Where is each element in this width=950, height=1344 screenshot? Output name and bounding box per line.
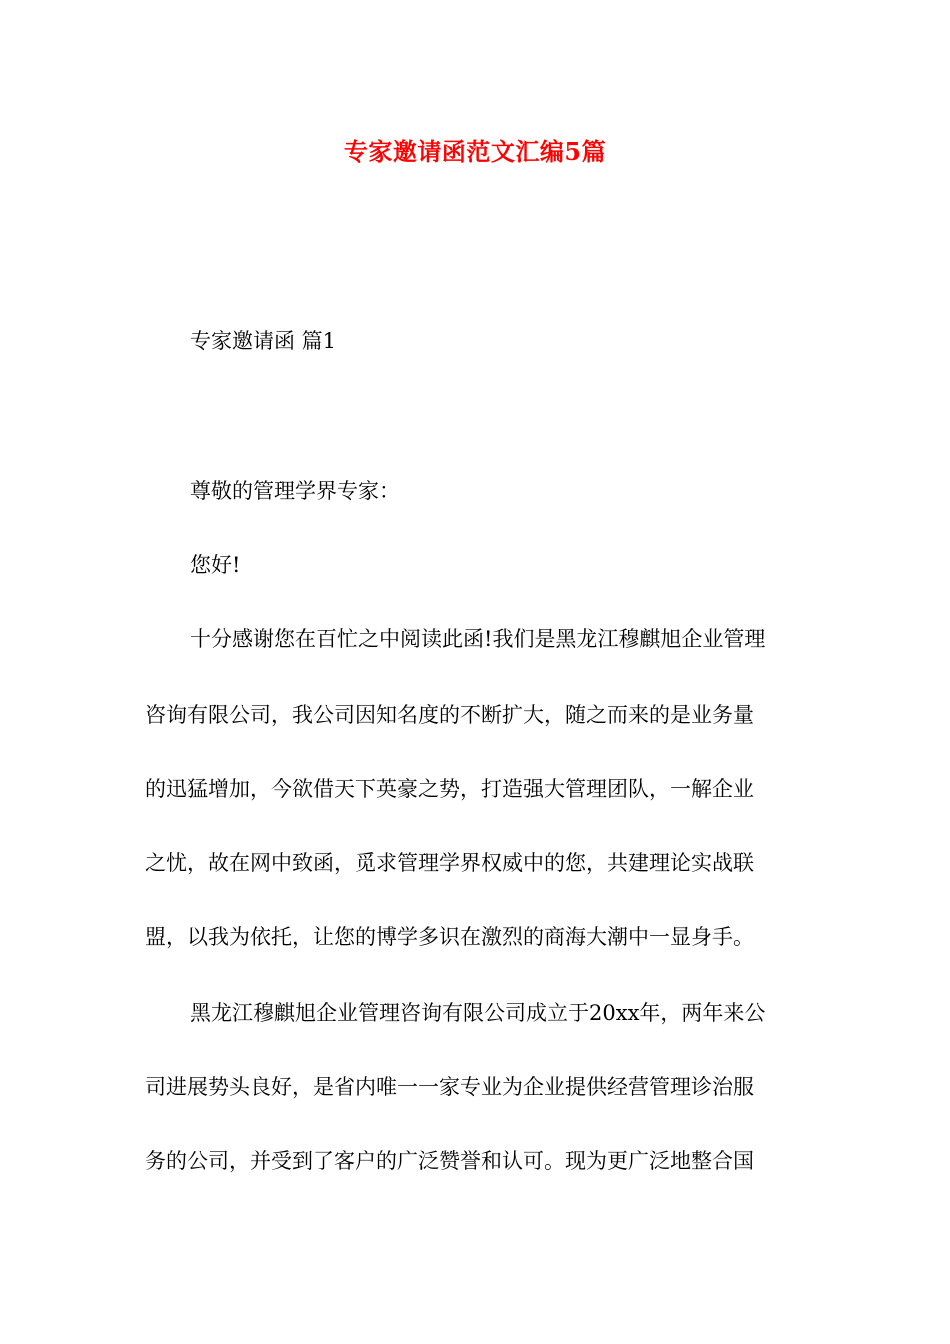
greeting: 您好! bbox=[190, 553, 241, 577]
salutation: 尊敬的管理学界专家： bbox=[190, 479, 400, 503]
paragraph-line: 司进展势头良好，是省内唯一一家专业为企业提供经营管理诊治服 bbox=[145, 1075, 754, 1099]
paragraph-line: 黑龙江穆麒旭企业管理咨询有限公司成立于20xx年，两年来公 bbox=[190, 1001, 766, 1025]
paragraph-line: 十分感谢您在百忙之中阅读此函!我们是黑龙江穆麒旭企业管理 bbox=[190, 627, 766, 651]
paragraph-line: 务的公司，并受到了客户的广泛赞誉和认可。现为更广泛地整合国 bbox=[145, 1149, 754, 1173]
paragraph-line: 的迅猛增加，今欲借天下英豪之势，打造强大管理团队，一解企业 bbox=[145, 777, 754, 801]
paragraph-line: 咨询有限公司，我公司因知名度的不断扩大，随之而来的是业务量 bbox=[145, 703, 754, 727]
paragraph-line: 之忧，故在网中致函，觅求管理学界权威中的您，共建理论实战联 bbox=[145, 851, 754, 875]
document-title: 专家邀请函范文汇编5篇 bbox=[343, 137, 607, 166]
paragraph-line: 盟，以我为依托，让您的博学多识在激烈的商海大潮中一显身手。 bbox=[145, 925, 754, 949]
section-heading: 专家邀请函 篇1 bbox=[190, 329, 337, 353]
